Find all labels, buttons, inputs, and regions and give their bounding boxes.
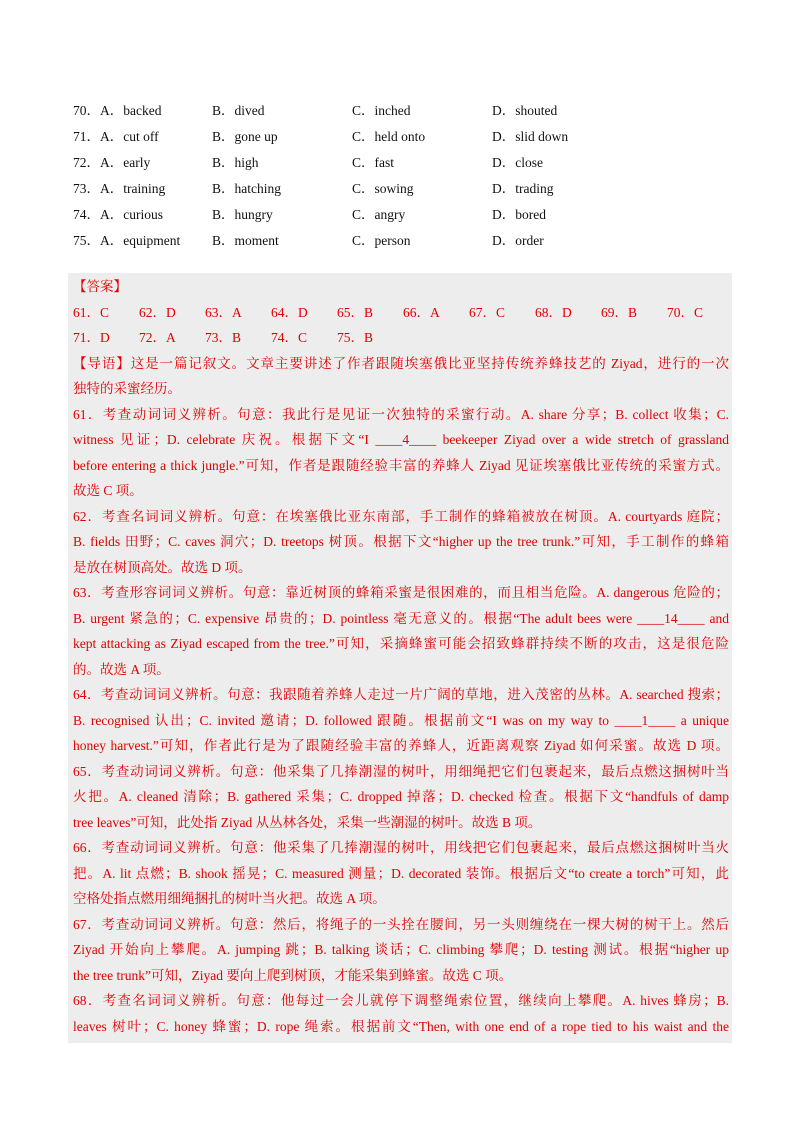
- options-table: [73, 96, 733, 252]
- option-b: B．high: [212, 155, 259, 170]
- option-a: 73．A．training: [73, 181, 166, 196]
- option-d: D．bored: [492, 207, 546, 222]
- option-a: 71．A．cut off: [73, 129, 159, 144]
- option-d: D．slid down: [492, 129, 569, 144]
- intro-text: 独特的采蜜经历。: [73, 381, 181, 396]
- explanation-text: tree leaves”可知，此处指 Ziyad 从丛林各处，采集一些潮湿的树叶。故选 B 项。: [73, 814, 542, 830]
- explanation-text: 63．考查形容词词义辨析。句意：靠近树顶的蜂箱采蜜是很困难的，而且相当危险。A. dangerous 危险的；: [73, 585, 729, 600]
- option-row: [73, 122, 733, 148]
- explanation-text: leaves 树叶；C. honey 蜂蜜；D. rope 绳索。根据前文“Then, with one end of a rope tied to his waist and the: [73, 1018, 729, 1034]
- explanation-text: honey harvest.”可知，作者此行是为了跟随经验丰富的养蜂人，近距离观察 Ziyad 如何采蜜。故选 D 项。: [73, 738, 729, 753]
- option-c: C．angry: [352, 207, 406, 222]
- option-c: C．inched: [352, 103, 411, 118]
- explanation-text: 把。A. lit 点燃；B. shook 摇晃；C. measured 测量；D. decorated 装饰。根据后文“to create a torch”可知，此: [73, 865, 729, 881]
- answer-section: [73, 274, 729, 1039]
- answer-item: 62．D: [139, 304, 176, 320]
- answer-item: 68．D: [535, 304, 572, 320]
- option-row: [73, 96, 733, 122]
- answer-item: 72．A: [139, 330, 176, 345]
- option-row: [73, 226, 733, 252]
- answer-item: 70．C: [667, 304, 704, 320]
- option-a: 72．A．early: [73, 155, 151, 170]
- explanation-text: 故选 C 项。: [73, 483, 143, 498]
- explanation-text: the tree trunk”可知，Ziyad 要向上爬到树顶，才能采集到蜂蜜。故选 C 项。: [73, 967, 513, 983]
- option-b: B．moment: [212, 233, 279, 248]
- answer-item: 69．B: [601, 304, 638, 320]
- answer-item: 63．A: [205, 304, 242, 320]
- explanation-text: B. recognised 认出；C. invited 邀请；D. followed 跟随。根据前文“I was on my way to ____1____ a unique: [73, 712, 729, 728]
- explanation-text: 61．考查动词词义辨析。句意：我此行是见证一次独特的采蜜行动。A. share 分享；B. collect 收集；C.: [73, 406, 729, 422]
- explanation-text: B. urgent 紧急的；C. expensive 昂贵的；D. pointless 毫无意义的。根据“The adult bees were ____14____ and: [73, 610, 729, 626]
- option-b: B．dived: [212, 103, 265, 118]
- answer-key-row: [73, 300, 729, 326]
- option-d: D．order: [492, 233, 544, 248]
- answer-item: 74．C: [271, 330, 308, 345]
- option-c: C．sowing: [352, 181, 414, 196]
- answer-item: 61．C: [73, 304, 110, 320]
- explanation-text: 65．考查动词词义辨析。句意：他采集了几捧潮湿的树叶，用细绳把它们包裹起来，最后点燃这捆树叶当: [73, 763, 729, 779]
- explanation-text: 64．考查动词词义辨析。句意：我跟随着养蜂人走过一片广阔的草地，进入茂密的丛林。A. searched 搜索；: [73, 687, 729, 702]
- explanation-text: 68．考查名词词义辨析。句意：他每过一会儿就停下调整绳索位置，继续向上攀爬。A. hives 蜂房；B.: [73, 993, 729, 1008]
- option-c: C．person: [352, 233, 411, 248]
- option-row: [73, 148, 733, 174]
- option-d: D．shouted: [492, 103, 558, 118]
- option-a: 74．A．curious: [73, 207, 163, 222]
- option-b: B．hatching: [212, 181, 281, 196]
- option-b: B．gone up: [212, 129, 278, 144]
- option-row: [73, 174, 733, 200]
- answer-item: 65．B: [337, 304, 374, 320]
- answer-item: 71．D: [73, 330, 110, 345]
- answer-item: 64．D: [271, 304, 308, 320]
- answer-item: 73．B: [205, 330, 242, 345]
- answer-item: 75．B: [337, 330, 374, 345]
- explanation-text: 空格处指点燃用细绳捆扎的树叶当火把。故选 A 项。: [73, 891, 386, 906]
- option-a: 75．A．equipment: [73, 233, 181, 248]
- answer-key-row: [73, 325, 729, 351]
- answer-heading: 【答案】: [73, 279, 127, 294]
- option-d: D．close: [492, 155, 543, 170]
- option-a: 70．A．backed: [73, 103, 162, 118]
- explanation-text: 67．考查动词词义辨析。句意：然后，将绳子的一头拴在腰间，另一头则缠绕在一棵大树的树干上。然后: [73, 916, 729, 932]
- answer-item: 67．C: [469, 304, 506, 320]
- option-c: C．held onto: [352, 129, 426, 144]
- option-c: C．fast: [352, 155, 394, 170]
- option-b: B．hungry: [212, 207, 273, 222]
- explanation-text: 火把。A. cleaned 清除；B. gathered 采集；C. dropped 掉落；D. checked 检查。根据下文“handfuls of damp: [73, 789, 729, 804]
- explanation-text: Ziyad 开始向上攀爬。A. jumping 跳；B. talking 谈话；C. climbing 攀爬；D. testing 测试。根据“higher up: [73, 942, 729, 957]
- explanation-text: kept attacking as Ziyad escaped from the tree.”可知，采摘蜂蜜可能会招致蜂群持续不断的攻击，这是很危险: [73, 636, 729, 651]
- explanation-text: B. fields 田野；C. caves 洞穴；D. treetops 树顶。根据下文“higher up the tree trunk.”可知，手工制作的蜂箱: [73, 534, 729, 549]
- option-row: [73, 200, 733, 226]
- explanation-text: 66．考查动词词义辨析。句意：他采集了几捧潮湿的树叶，用线把它们包裹起来，最后点燃这捆树叶当火: [73, 840, 729, 855]
- explanation-text: witness 见证；D. celebrate 庆祝。根据下文“I ____4____ beekeeper Ziyad over a wide stretch of grassland: [73, 432, 729, 447]
- intro-text: 【导语】这是一篇记叙文。文章主要讲述了作者跟随埃塞俄比亚坚持传统养蜂技艺的 Ziyad，进行的一次: [73, 355, 729, 371]
- answer-item: 66．A: [403, 304, 440, 320]
- explanation-text: 是放在树顶高处。故选 D 项。: [73, 559, 252, 575]
- explanation-text: before entering a thick jungle.”可知，作者是跟随经验丰富的养蜂人 Ziyad 见证埃塞俄比亚传统的采蜜方式。: [73, 457, 729, 473]
- explanation-text: 的。故选 A 项。: [73, 661, 170, 677]
- explanation-text: 62．考查名词词义辨析。句意：在埃塞俄比亚东南部，手工制作的蜂箱被放在树顶。A. courtyards 庭院；: [73, 508, 729, 524]
- option-d: D．trading: [492, 181, 554, 196]
